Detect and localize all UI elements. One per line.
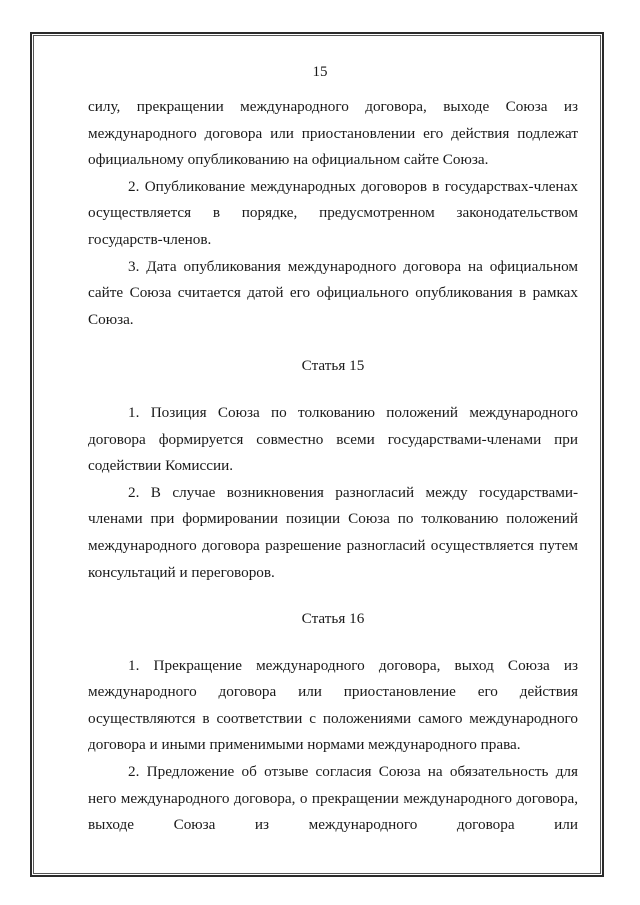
paragraph-3: 3. Дата опубликования международного договора на официальном сайте Союза считается датой его официального опубликования в рамках Союза. xyxy=(88,257,578,328)
article-16-heading: Статья 16 xyxy=(301,610,365,628)
article-15-paragraph-1: 1. Позиция Союза по толкованию положений международного договора формируется совместно всеми государствами-членами при содействии Комиссии. xyxy=(88,403,578,475)
article-16-paragraph-2: 2. Предложение об отзыве согласия Союза на обязательность для него международного договора, о прекращении международного договора, выходе Союза из международного договора или xyxy=(88,763,578,834)
document-body xyxy=(88,94,578,839)
paragraph-continuation: силу, прекращении международного договора, выходе Союза из международного договора или приостановлении его действия подлежат официальному опубликованию на официальном сайте Союза. xyxy=(88,98,578,169)
article-15-heading: Статья 15 xyxy=(301,357,365,375)
paragraph-2: 2. Опубликование международных договоров в государствах-членах осуществляется в порядке, предусмотренном законодательством государств-членов. xyxy=(88,177,578,248)
article-16-paragraph-1: 1. Прекращение международного договора, выход Союза из международного договора или приостановление его действия осуществляются в соответствии с положениями самого международного договора и иными применимыми нормами международного права. xyxy=(88,656,578,754)
page-number: 15 xyxy=(312,64,328,80)
article-15-paragraph-2: 2. В случае возникновения разногласий между государствами-членами при формировании позиции Союза по толкованию положений международного договора разрешение разногласий осуществляется путем консультаций и переговоров. xyxy=(88,483,578,581)
